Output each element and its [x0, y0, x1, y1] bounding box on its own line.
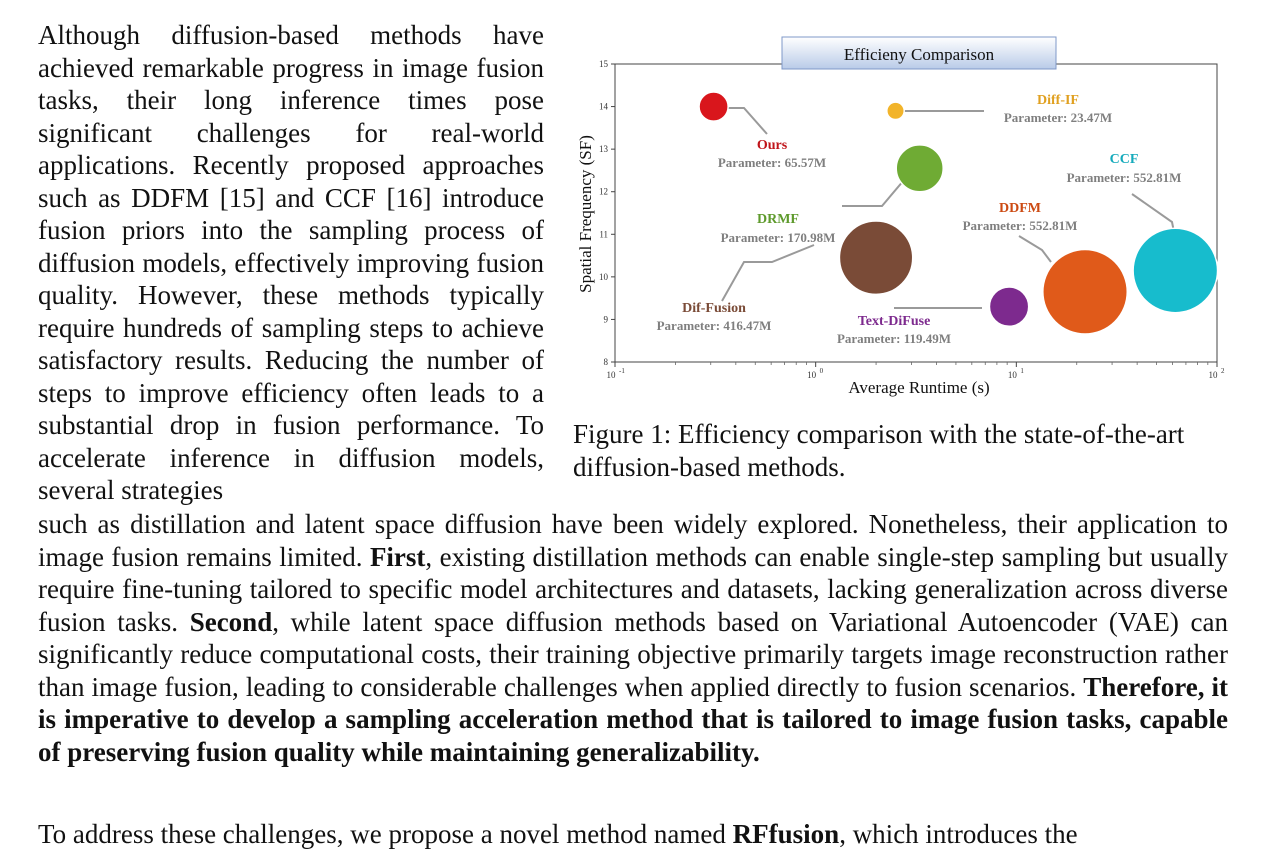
- continuation-text-c: , while latent space diffusion methods based on Variational Autoencoder (VAE) can significantly reduce computational costs, their training objective primarily targets image reconstruction rather than image fusion, leading to considerable challenges when applied directly to fusion scenarios.: [38, 606, 1229, 702]
- bubble-ddfm: [1043, 250, 1127, 334]
- continuation-text-a: such as distillation and latent space diffusion have been widely explored. Nonetheless, their application to image fusion remains limited.: [38, 509, 1228, 572]
- y-tick-label: 15: [599, 59, 608, 69]
- x-tick-label: 10: [807, 370, 817, 380]
- bubble-name-label: DRMF: [757, 212, 799, 227]
- y-tick-label: 10: [599, 271, 608, 282]
- efficiency-chart: [572, 30, 1252, 410]
- bubble-diff-if: [887, 102, 904, 119]
- bubble-param-label: Parameter: 416.47M: [656, 318, 772, 333]
- conclusion-text: Therefore, it is imperative to develop a sampling acceleration method that is tailored to image fusion tasks, capable of preserving fusion quality while maintaining generalizability.: [38, 671, 1228, 767]
- y-tick-label: 14: [599, 101, 608, 112]
- second-label: Second: [189, 606, 273, 637]
- next-text-a: To address these challenges, we propose a novel method named: [38, 819, 726, 849]
- paragraph-text: Although diffusion-based methods have achieved remarkable progress in image fusion tasks, their long inference times pose significant challenges for real-world applications. Recently proposed approaches such as DDFM [15] and CCF [16] introduce fusion priors into the sampling process of diffusion models, effectively improving fusion quality. However, these methods typically require hundreds of sampling steps to achieve satisfactory results. Reducing the number of steps to improve efficiency often leads to a substantial drop in fusion performance. To accelerate inference in diffusion models, several strategies: [38, 20, 544, 505]
- bubble-drmf: [896, 145, 943, 192]
- continuation-text-b: , existing distillation methods can enable single-step sampling but usually require fine-tuning tailored to specific model architectures and datasets, lacking generalization across diverse fusion tasks.: [38, 541, 1228, 637]
- body-paragraph-left: [38, 19, 544, 507]
- bubble-param-label: Parameter: 119.49M: [836, 331, 952, 346]
- bubble-name-label: Text-DiFuse: [857, 314, 931, 329]
- body-paragraph-next: [38, 818, 1228, 851]
- bubble-name-label: CCF: [1109, 152, 1139, 167]
- bubble-ours: [699, 92, 728, 121]
- x-tick-label: 10: [1208, 370, 1218, 380]
- bubble-dif-fusion: [839, 221, 912, 294]
- method-name: RFfusion: [732, 819, 840, 849]
- y-tick-label: 9: [603, 314, 608, 325]
- bubble-name-label: DDFM: [999, 201, 1041, 216]
- bubble-text-difuse: [989, 287, 1028, 326]
- bubble-ccf: [1133, 228, 1217, 312]
- next-text-b: , which introduces the: [839, 819, 1078, 849]
- first-label: First: [369, 541, 426, 572]
- y-tick-label: 12: [599, 186, 608, 197]
- y-axis-label: Spatial Frequency (SF): [576, 135, 595, 293]
- x-tick-exponent: 2: [1221, 367, 1225, 375]
- chart-title: Efficieny Comparison: [843, 45, 995, 64]
- bubble-name-label: Dif-Fusion: [682, 301, 746, 316]
- figure-caption: Figure 1: Efficiency comparison with the state-of-the-art diffusion-based methods.: [573, 419, 1185, 482]
- x-axis-label: Average Runtime (s): [848, 378, 990, 397]
- y-tick-label: 13: [599, 144, 608, 155]
- efficiency-figure: [572, 30, 1252, 410]
- x-tick-exponent: -1: [619, 367, 625, 375]
- x-tick-exponent: 1: [1020, 367, 1024, 375]
- bubble-param-label: Parameter: 170.98M: [720, 230, 836, 245]
- bubble-param-label: Parameter: 23.47M: [1003, 110, 1113, 125]
- bubble-param-label: Parameter: 552.81M: [1066, 170, 1182, 185]
- bubble-param-label: Parameter: 552.81M: [962, 218, 1078, 233]
- x-tick-label: 10: [1007, 370, 1017, 380]
- y-tick-label: 11: [599, 229, 608, 240]
- y-tick-label: 8: [603, 357, 608, 367]
- x-tick-label: 10: [606, 370, 616, 380]
- x-tick-exponent: 0: [819, 367, 824, 375]
- body-paragraph-continuation: [38, 508, 1228, 768]
- bubble-name-label: Ours: [756, 138, 788, 153]
- bubble-param-label: Parameter: 65.57M: [717, 155, 827, 170]
- bubble-name-label: Diff-IF: [1037, 93, 1079, 108]
